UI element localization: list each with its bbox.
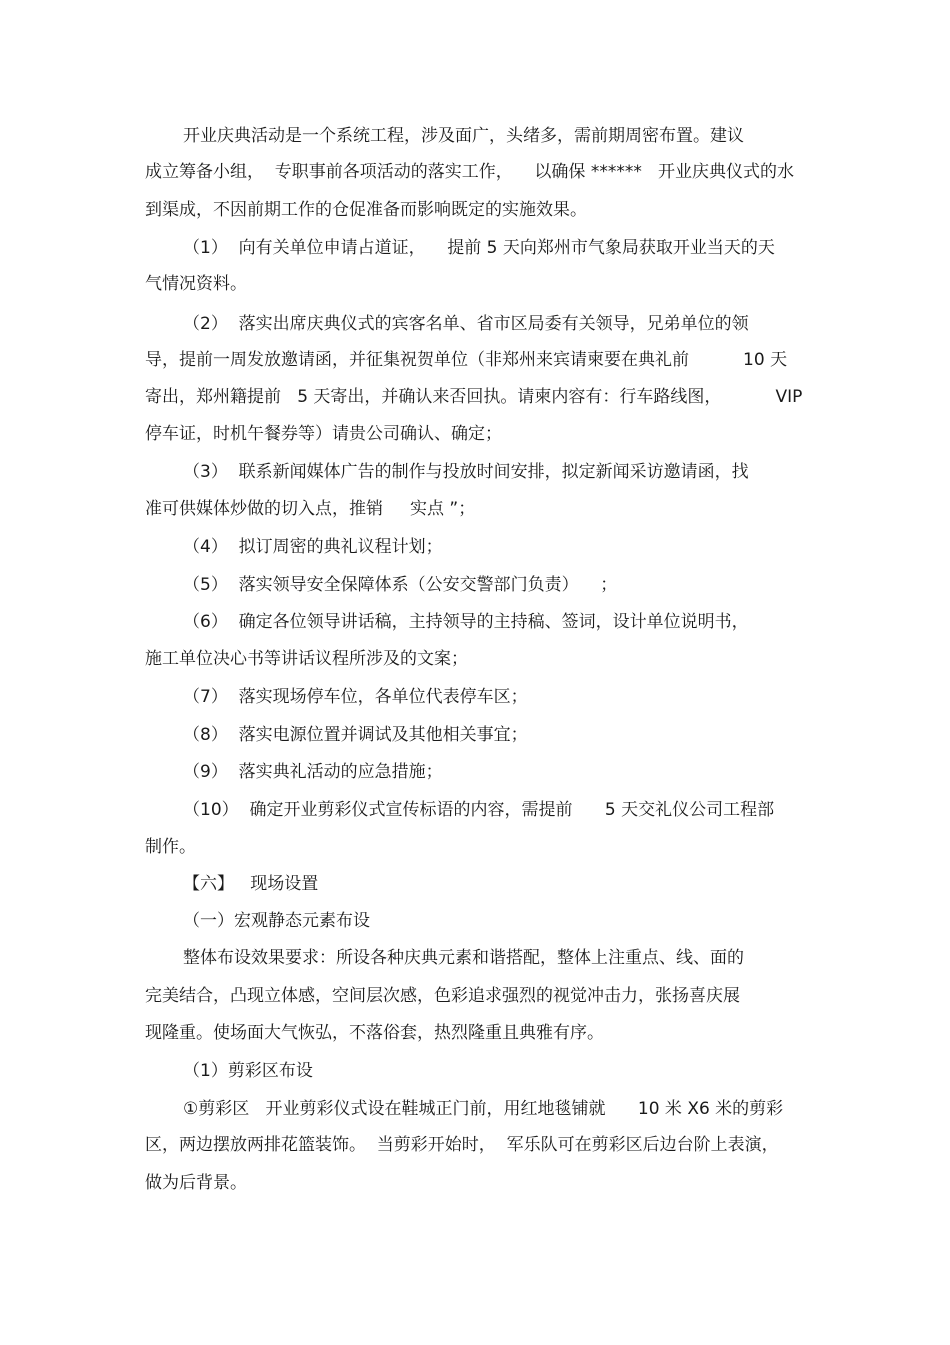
list-item-line: （5） 落实领导安全保障体系（公安交警部门负责） ； xyxy=(183,575,618,595)
list-item-line: （2） 落实出席庆典仪式的宾客名单、省市区局委有关领导，兄弟单位的领 xyxy=(183,314,749,334)
list-item-line: 准可供媒体炒做的切入点，推销 实点 ”； xyxy=(145,499,476,519)
list-item-line: （4） 拟订周密的典礼议程计划； xyxy=(183,537,443,557)
list-item-line: 制作。 xyxy=(145,837,196,857)
paragraph-line: 整体布设效果要求：所设各种庆典元素和谐搭配，整体上注重点、线、面的 xyxy=(183,948,744,968)
paragraph-line: 完美结合，凸现立体感，空间层次感，色彩追求强烈的视觉冲击力，张扬喜庆展 xyxy=(145,986,740,1006)
list-item-line: （8） 落实电源位置并调试及其他相关事宜； xyxy=(183,725,528,745)
paragraph-line: 做为后背景。 xyxy=(145,1173,247,1193)
list-item-line: 停车证，时机午餐券等）请贵公司确认、确定； xyxy=(145,424,502,444)
list-item-line: 寄出，郑州籍提前 5 天寄出，并确认来否回执。请柬内容有：行车路线图， VIP xyxy=(145,387,803,407)
list-item-line: （7） 落实现场停车位，各单位代表停车区； xyxy=(183,687,528,707)
subsection-heading: （1）剪彩区布设 xyxy=(183,1061,313,1081)
paragraph-line: 现隆重。使场面大气恢弘，不落俗套，热烈隆重且典雅有序。 xyxy=(145,1023,604,1043)
list-item-line: （6） 确定各位领导讲话稿，主持领导的主持稿、签词，设计单位说明书， xyxy=(183,612,749,632)
list-item-line: （10） 确定开业剪彩仪式宣传标语的内容，需提前 5 天交礼仪公司工程部 xyxy=(183,800,775,820)
paragraph-line: 开业庆典活动是一个系统工程，涉及面广，头绪多，需前期周密布置。建议 xyxy=(183,126,744,146)
list-item-line: （3） 联系新闻媒体广告的制作与投放时间安排，拟定新闻采访邀请函，找 xyxy=(183,462,749,482)
paragraph-line: 到渠成，不因前期工作的仓促准备而影响既定的实施效果。 xyxy=(145,200,587,220)
list-item-line: 施工单位决心书等讲话议程所涉及的文案； xyxy=(145,649,468,669)
list-item-line: （9） 落实典礼活动的应急措施； xyxy=(183,762,443,782)
subsection-heading: （一）宏观静态元素布设 xyxy=(183,911,370,931)
section-heading: 【六】 现场设置 xyxy=(183,874,319,894)
paragraph-line: 区，两边摆放两排花篮装饰。 当剪彩开始时， 军乐队可在剪彩区后边台阶上表演， xyxy=(145,1135,779,1155)
list-item-line: 导，提前一周发放邀请函，并征集祝贺单位（非郑州来宾请柬要在典礼前 10 天 xyxy=(145,350,788,370)
list-item-line: （1） 向有关单位申请占道证， 提前 5 天向郑州市气象局获取开业当天的天 xyxy=(183,238,775,258)
paragraph-line: ①剪彩区 开业剪彩仪式设在鞋城正门前，用红地毯铺就 10 米 X6 米的剪彩 xyxy=(183,1099,784,1119)
list-item-line: 气情况资料。 xyxy=(145,274,247,294)
paragraph-line: 成立筹备小组， 专职事前各项活动的落实工作， 以确保 ****** 开业庆典仪式的水 xyxy=(145,162,795,182)
